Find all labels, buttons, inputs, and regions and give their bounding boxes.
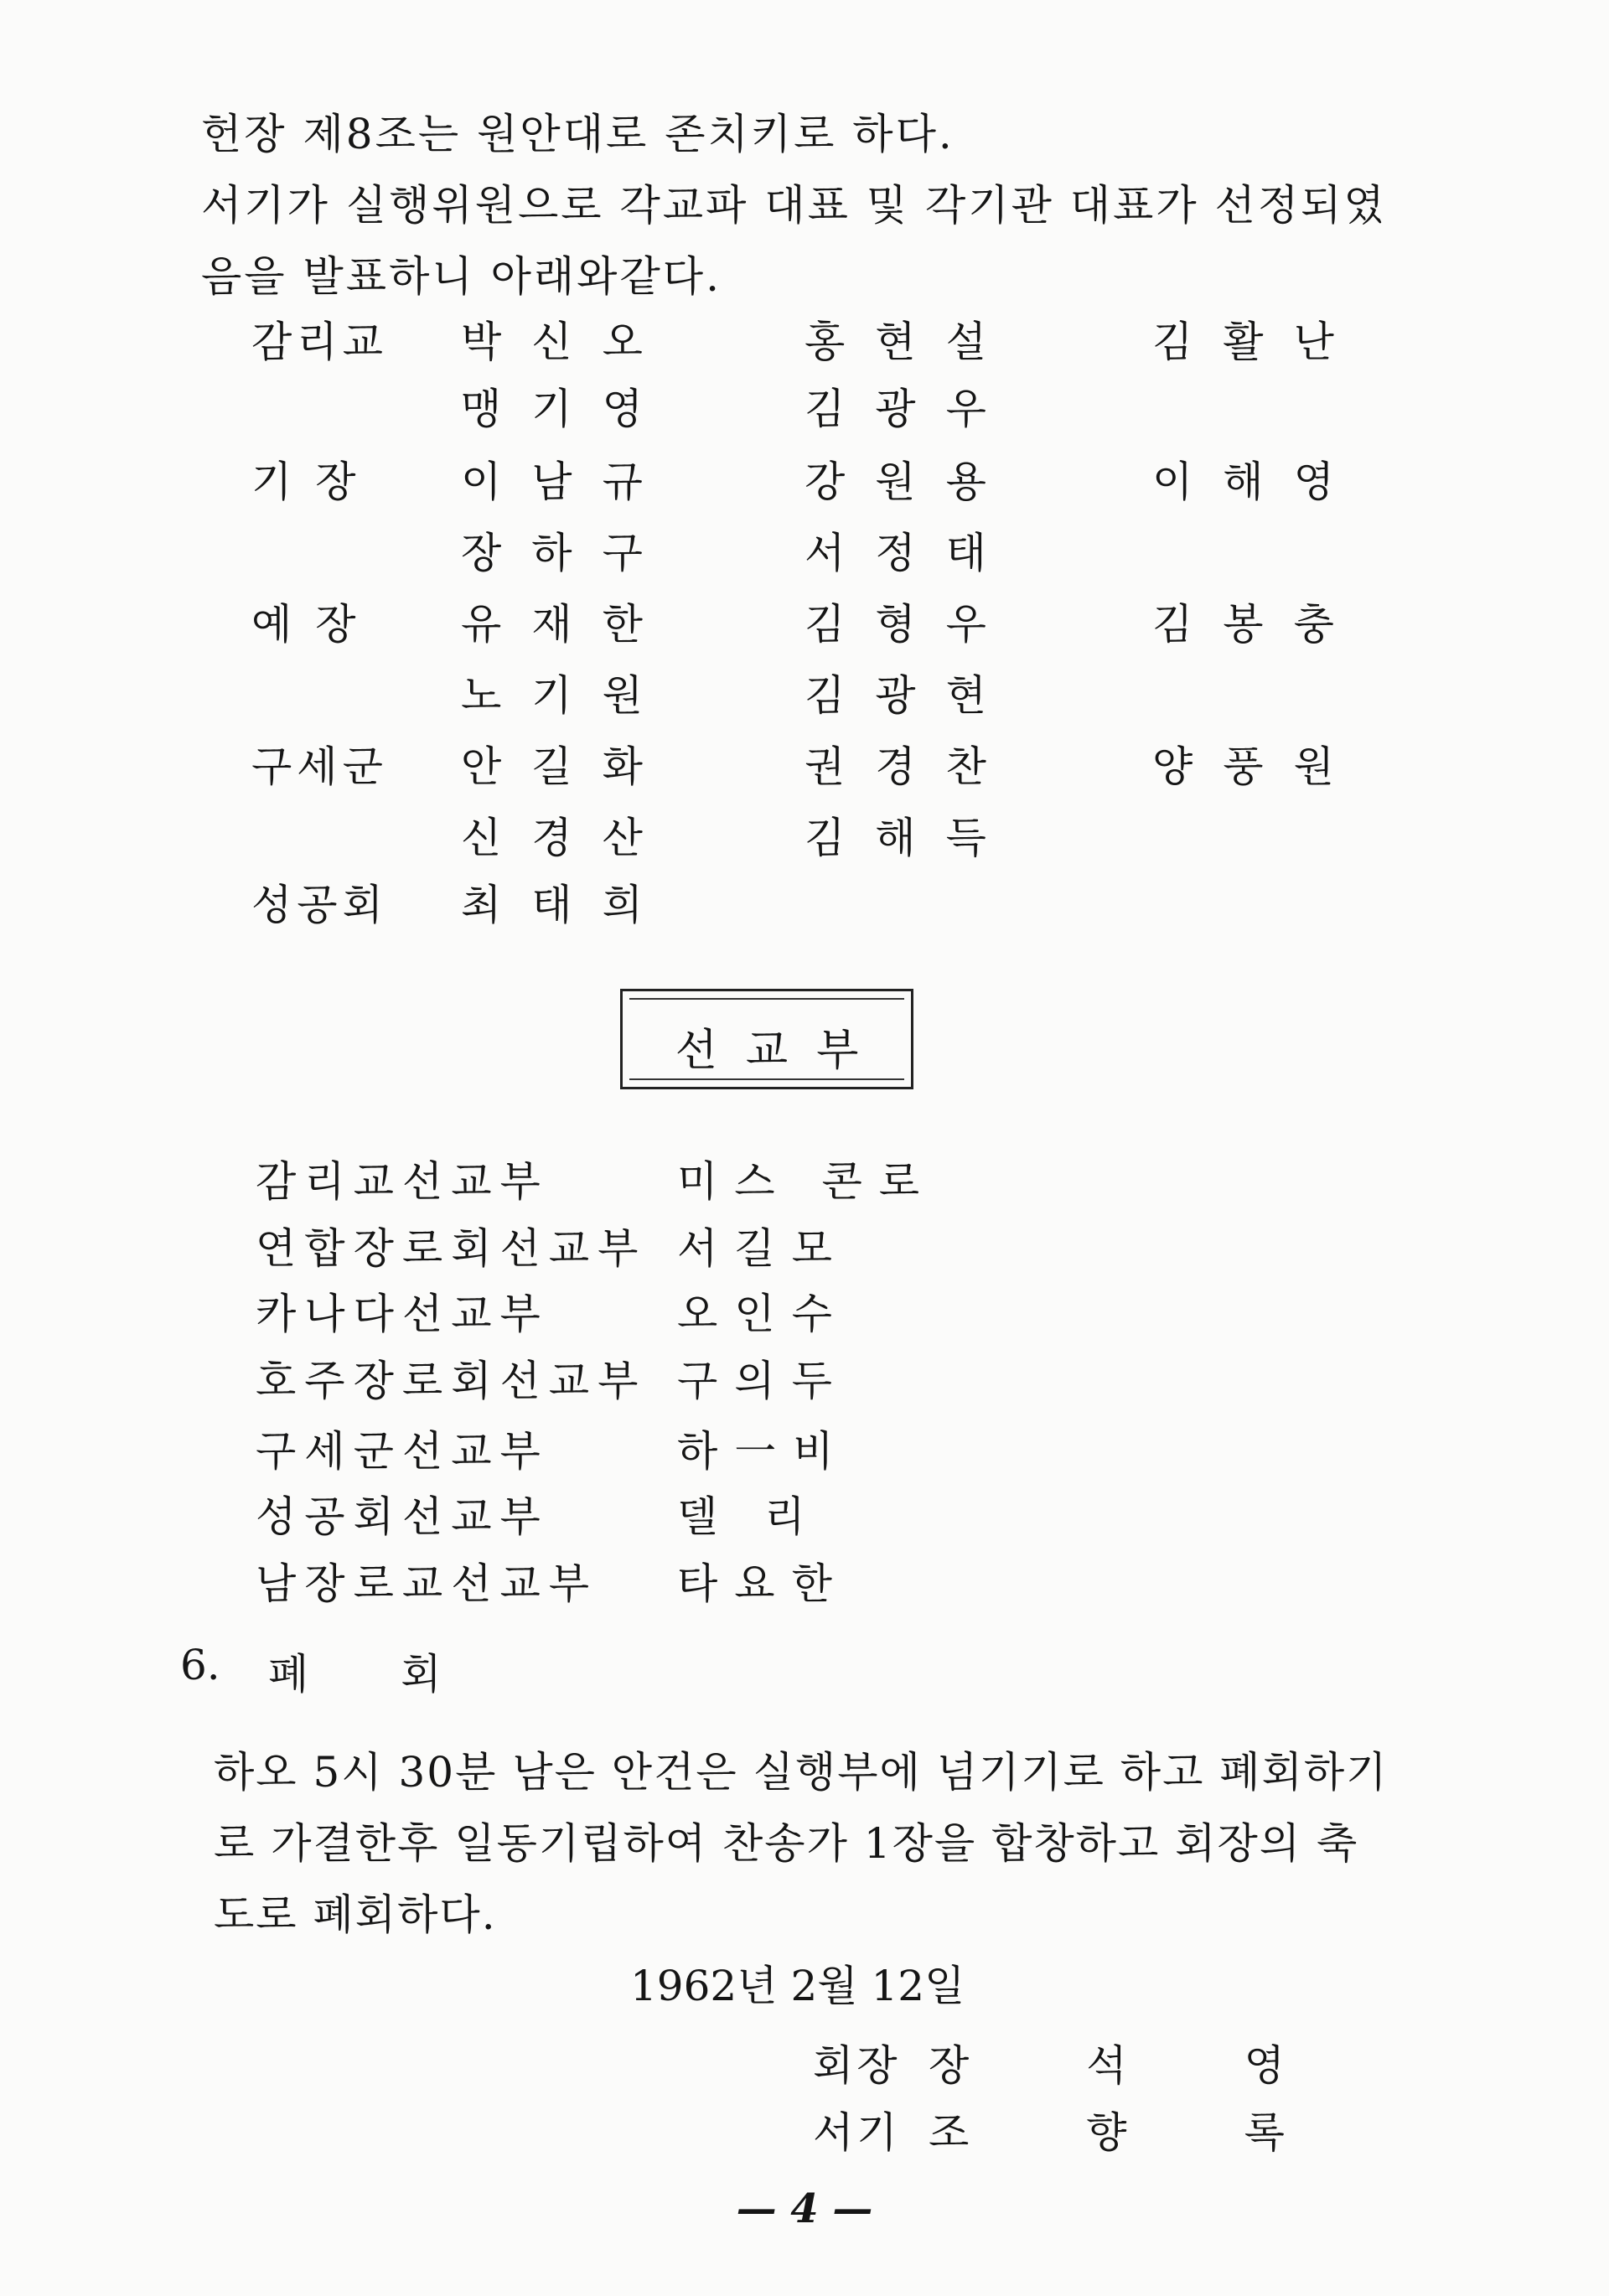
mission-board: 성공회선교부	[256, 1492, 549, 1541]
mission-person: 서길모	[677, 1224, 849, 1273]
mission-board: 감리교선교부	[256, 1157, 549, 1206]
closing-paragraph-line-1: 하오 5시 30분 남은 안건은 실행부에 넘기기로 하고 폐회하기	[214, 1748, 1389, 1797]
committee-member: 김광우	[804, 385, 1017, 433]
intro-line-2: 서기가 실행위원으로 각교파 대표 및 각기관 대표가 선정되였	[201, 181, 1387, 230]
mission-board: 호주장로회선교부	[256, 1357, 647, 1405]
denomination-label: 구세군	[251, 742, 388, 791]
mission-person: 구의두	[677, 1357, 849, 1405]
intro-line-1: 헌장 제8조는 원안대로 존치키로 하다.	[201, 110, 955, 158]
mission-board: 구세군선교부	[256, 1427, 549, 1476]
page-number: — 4 —	[736, 2185, 873, 2232]
committee-member: 장하구	[461, 529, 673, 577]
mission-person: 오인수	[677, 1290, 849, 1338]
mission-person: 타요한	[677, 1559, 849, 1608]
committee-member: 김해득	[804, 814, 1017, 862]
closing-paragraph-line-3: 도로 폐회하다.	[214, 1890, 497, 1939]
committee-member: 김활난	[1152, 318, 1364, 366]
signature-name: 장석영	[929, 2041, 1402, 2090]
section-title: 폐회	[268, 1650, 534, 1699]
section-number: 6.	[180, 1641, 220, 1689]
mission-board: 카나다선교부	[256, 1290, 549, 1338]
committee-member: 권경찬	[804, 742, 1017, 791]
committee-member: 서정태	[804, 529, 1017, 577]
committee-member: 신경산	[461, 814, 673, 862]
signature-role: 서기	[813, 2108, 901, 2157]
committee-member: 안길화	[461, 742, 673, 791]
mission-heading: 선교부	[675, 1026, 887, 1076]
document-date: 1962년 2월 12일	[630, 1962, 965, 2010]
mission-board: 남장로교선교부	[256, 1559, 598, 1608]
mission-person: 미스 콘로	[677, 1157, 937, 1206]
committee-member: 홍현설	[804, 318, 1017, 366]
denomination-label: 예 장	[251, 600, 361, 649]
committee-member: 김광현	[804, 671, 1017, 720]
committee-member: 박신오	[461, 318, 673, 366]
denomination-label: 감리교	[251, 318, 388, 366]
committee-member: 이해영	[1152, 458, 1364, 506]
intro-line-3: 음을 발표하니 아래와같다.	[201, 252, 722, 301]
committee-member: 최태희	[461, 881, 673, 929]
signature-role: 회장	[813, 2041, 901, 2090]
mission-heading-box	[620, 989, 913, 1089]
closing-paragraph-line-2: 로 가결한후 일동기립하여 찬송가 1장을 합창하고 회장의 축	[214, 1819, 1359, 1868]
mission-person: 하一비	[677, 1427, 851, 1476]
mission-person: 델 리	[677, 1492, 822, 1541]
committee-member: 이남규	[461, 458, 673, 506]
committee-member: 노기원	[461, 671, 673, 720]
denomination-label: 기 장	[251, 458, 361, 506]
committee-member: 강원용	[804, 458, 1017, 506]
committee-member: 양풍원	[1152, 742, 1364, 791]
signature-name: 조향록	[929, 2108, 1402, 2157]
committee-member: 유재한	[461, 600, 673, 649]
mission-board: 연합장로회선교부	[256, 1224, 647, 1273]
committee-member: 김형우	[804, 600, 1017, 649]
committee-member: 김봉충	[1152, 600, 1364, 649]
committee-member: 맹기영	[461, 385, 673, 433]
denomination-label: 성공회	[251, 881, 388, 929]
